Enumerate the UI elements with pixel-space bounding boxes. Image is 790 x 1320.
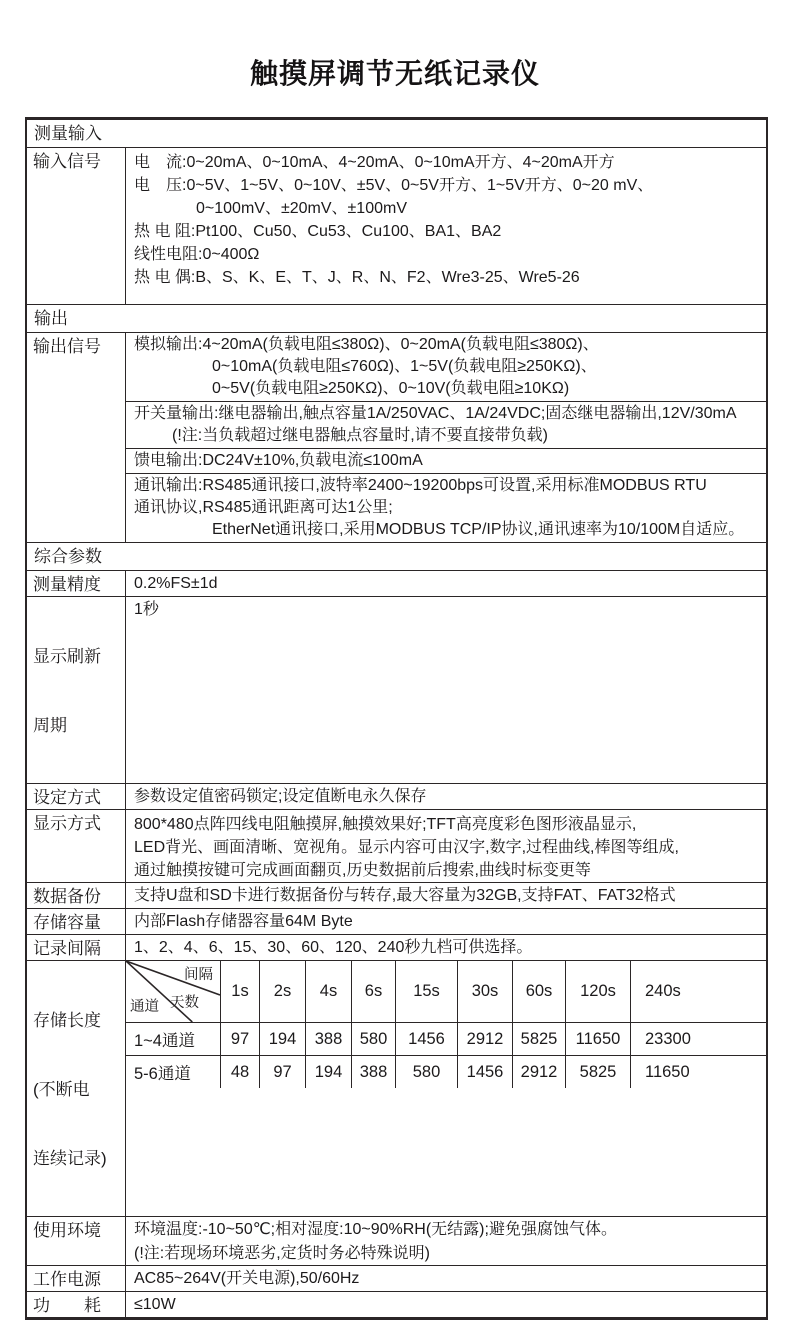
power-consumption-value: ≤10W [134,1296,176,1313]
feed-output-line: 馈电输出:DC24V±10%,负载电流≤100mA [134,452,423,469]
subrow-analog-output [126,333,766,401]
storage-col-header-120s: 120s [566,961,631,1022]
storage-value: 5825 [566,1056,631,1088]
label-data-backup: 数据备份 [27,883,126,908]
power-supply-value: AC85~264V(开关电源),50/60Hz [134,1270,360,1287]
label-storage-length-line-3: 连续记录) [33,1149,107,1168]
storage-row-label-ch1-4: 1~4通道 [126,1023,221,1055]
corner-label-interval: 间隔 [184,967,213,983]
content-output-signal [126,333,766,542]
label-refresh-cycle [27,597,126,783]
storage-value: 97 [260,1056,306,1088]
section-row-measure-input [27,120,766,147]
storage-col-header-240s: 240s [645,982,681,1000]
content-accuracy [126,571,766,596]
row-input-signal [27,147,766,304]
section-row-output [27,304,766,332]
storage-value: 388 [352,1056,396,1088]
switch-output-line-1: 开关量输出:继电器输出,触点容量1A/250VAC、1A/24VDC;固态继电器输出,12V/30mA [134,405,737,422]
content-setting-mode [126,784,766,809]
display-mode-line-2: LED背光、画面清晰、宽视角。显示内容可由汉字,数字,过程曲线,棒图等组成, [134,839,679,856]
subrow-comm-output [126,473,766,542]
refresh-cycle-value: 1秒 [134,601,159,618]
label-refresh-cycle-line-2: 周期 [33,716,67,735]
label-environment: 使用环境 [27,1217,126,1265]
content-refresh-cycle [126,597,766,783]
section-row-general-params [27,542,766,570]
storage-col-header-15s: 15s [396,961,458,1022]
content-record-interval [126,935,766,960]
storage-table-row-ch5-6 [126,1055,766,1088]
storage-value: 194 [306,1056,352,1088]
content-input-signal [126,148,766,304]
storage-value: 2912 [458,1023,513,1055]
label-input-signal: 输入信号 [27,148,126,304]
storage-value: 11650 [566,1023,631,1055]
row-power-supply [27,1265,766,1291]
label-storage-length-line-1: 存储长度 [33,1011,101,1030]
accuracy-value: 0.2%FS±1d [134,575,218,592]
spec-table [25,117,768,1320]
label-record-interval: 记录间隔 [27,935,126,960]
label-refresh-cycle-line-1: 显示刷新 [33,647,101,666]
corner-label-days: 天数 [170,995,199,1011]
comm-output-ethernet-line: EtherNet通讯接口,采用MODBUS TCP/IP协议,通讯速率为10/100M自适应。 [212,521,745,538]
corner-label-channel: 通道 [130,999,159,1015]
storage-table-header-row [126,961,766,1022]
setting-mode-value: 参数设定值密码锁定;设定值断电永久保存 [134,788,427,805]
subrow-feed-output [126,448,766,473]
input-signal-current-line: 电 流:0~20mA、0~10mA、4~20mA、0~10mA开方、4~20mA开方 [134,154,615,171]
storage-length-table [126,961,766,1216]
storage-col-header-2s: 2s [260,961,306,1022]
storage-value: 580 [396,1056,458,1088]
label-output-signal: 输出信号 [27,333,126,542]
row-display-mode [27,809,766,882]
content-storage-capacity [126,909,766,934]
label-display-mode: 显示方式 [27,810,126,882]
display-mode-line-3: 通过触摸按键可完成画面翻页,历史数据前后搜索,曲线时标变更等 [134,862,591,879]
storage-value: 194 [260,1023,306,1055]
label-storage-length [27,961,126,1216]
storage-col-header-6s: 6s [352,961,396,1022]
display-mode-line-1: 800*480点阵四线电阻触摸屏,触摸效果好;TFT高亮度彩色图形液晶显示, [134,816,637,833]
content-display-mode [126,810,766,882]
storage-value: 1456 [396,1023,458,1055]
page-title: 触摸屏调节无纸记录仪 [249,58,540,89]
content-environment [126,1217,766,1265]
row-record-interval [27,934,766,960]
storage-value: 11650 [645,1062,690,1081]
storage-col-header-4s: 4s [306,961,352,1022]
content-power-supply [126,1266,766,1291]
switch-output-note-line: (!注:当负载超过继电器触点容量时,请不要直接带负载) [172,427,548,444]
storage-value: 388 [306,1023,352,1055]
row-data-backup [27,882,766,908]
storage-capacity-value: 内部Flash存储器容量64M Byte [134,913,353,930]
environment-line-1: 环境温度:-10~50℃;相对湿度:10~90%RH(无结露);避免强腐蚀气体。 [134,1221,617,1238]
label-accuracy: 测量精度 [27,571,126,596]
storage-value: 2912 [513,1056,566,1088]
row-refresh-cycle [27,596,766,783]
storage-value: 23300 [645,1029,691,1048]
label-setting-mode: 设定方式 [27,784,126,809]
label-power-supply: 工作电源 [27,1266,126,1291]
row-storage-length [27,960,766,1216]
storage-value: 97 [221,1023,260,1055]
content-power-consumption [126,1292,766,1317]
storage-col-header-1s: 1s [221,961,260,1022]
storage-col-header-60s: 60s [513,961,566,1022]
row-power-consumption [27,1291,766,1317]
content-data-backup [126,883,766,908]
storage-value: 5825 [513,1023,566,1055]
input-signal-voltage-line-2: 0~100mV、±20mV、±100mV [196,200,407,217]
label-storage-length-line-2: (不断电 [33,1080,90,1099]
section-header-measure-input: 测量输入 [34,124,102,143]
comm-output-line-2: 通讯协议,RS485通讯距离可达1公里; [134,499,393,516]
record-interval-value: 1、2、4、6、15、30、60、120、240秒九档可供选择。 [134,939,533,956]
subrow-switch-output [126,401,766,448]
storage-table-row-ch1-4 [126,1022,766,1055]
comm-output-line-1: 通讯输出:RS485通讯接口,波特率2400~19200bps可设置,采用标准MODBUS RTU [134,477,707,494]
storage-table-corner-cell [126,961,221,1022]
label-power-consumption: 功 耗 [27,1292,126,1317]
section-header-output: 输出 [34,309,68,328]
row-storage-capacity [27,908,766,934]
row-setting-mode [27,783,766,809]
row-accuracy [27,570,766,596]
environment-note-line: (!注:若现场环境恶劣,定货时务必特殊说明) [134,1245,430,1262]
storage-value: 580 [352,1023,396,1055]
row-environment [27,1216,766,1265]
analog-output-line-3: 0~5V(负载电阻≥250KΩ)、0~10V(负载电阻≥10KΩ) [212,380,570,397]
input-signal-voltage-line: 电 压:0~5V、1~5V、0~10V、±5V、0~5V开方、1~5V开方、0~20 mV、 [134,177,654,194]
storage-row-label-ch5-6: 5-6通道 [126,1056,221,1088]
input-signal-thermocouple-line: 热 电 偶:B、S、K、E、T、J、R、N、F2、Wre3-25、Wre5-26 [134,269,580,286]
input-signal-rtd-line: 热 电 阻:Pt100、Cu50、Cu53、Cu100、BA1、BA2 [134,223,502,240]
storage-value: 48 [221,1056,260,1088]
storage-value: 1456 [458,1056,513,1088]
input-signal-linear-resistance-line: 线性电阻:0~400Ω [134,246,260,263]
storage-col-header-30s: 30s [458,961,513,1022]
analog-output-line-1: 模拟输出:4~20mA(负载电阻≤380Ω)、0~20mA(负载电阻≤380Ω)、 [134,336,599,353]
label-storage-capacity: 存储容量 [27,909,126,934]
analog-output-line-2: 0~10mA(负载电阻≤760Ω)、1~5V(负载电阻≥250KΩ)、 [212,358,597,375]
row-output-signal [27,332,766,542]
data-backup-value: 支持U盘和SD卡进行数据备份与转存,最大容量为32GB,支持FAT、FAT32格式 [134,887,676,904]
section-header-general-params: 综合参数 [34,547,102,566]
